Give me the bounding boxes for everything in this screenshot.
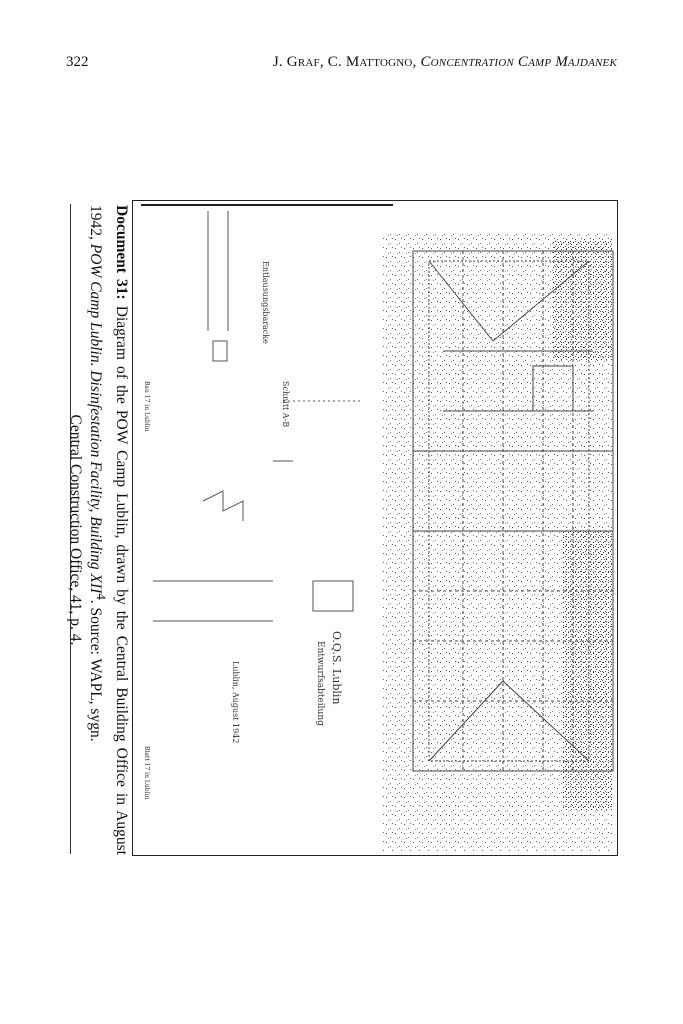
figure-caption [66,205,131,855]
caption-title: POW Camp Lublin. Disinfestation Facility, Building XII [86,243,104,594]
running-title-authors: J. Graf, C. Mattogno, [272,54,421,70]
caption-label: Document 31: [113,205,130,300]
dark-speckle-bottom [563,531,613,811]
dark-speckle-top [553,241,613,361]
drawing-scale-right: Blatt 17 in Lublin [143,746,150,800]
drawing-stamp-top: O.Q.S. Lublin [330,631,343,705]
caption-text-3: Central Construction Office, 41, p. 4. [66,414,84,646]
architectural-drawing [133,201,617,855]
page-number: 322 [66,54,89,70]
caption-text-2: . Source: WAPL, sygn. [86,599,104,742]
drawing-stamp-sub: Entwurfsabteilung [315,641,325,726]
drawing-scale-left: Bau 17 in Lublin [143,381,150,432]
running-title-book: Concentration Camp Majdanek [420,54,617,70]
caption-footnote: 4 [94,593,109,600]
caption-wrap [66,205,131,855]
figure-frame [132,200,618,856]
drawing-mid-note: Schnitt A-B [281,381,290,428]
running-head [0,54,683,76]
drawing-place-date: Lublin, August 1942 [231,661,240,744]
section-sketch [153,211,363,621]
running-title [273,54,617,71]
drawing-left-note: Entlausungsbaracke [261,261,270,344]
caption-text-1: Diagram of the POW Camp Lublin, drawn by the Central Building Office in August 1942, [86,205,130,855]
